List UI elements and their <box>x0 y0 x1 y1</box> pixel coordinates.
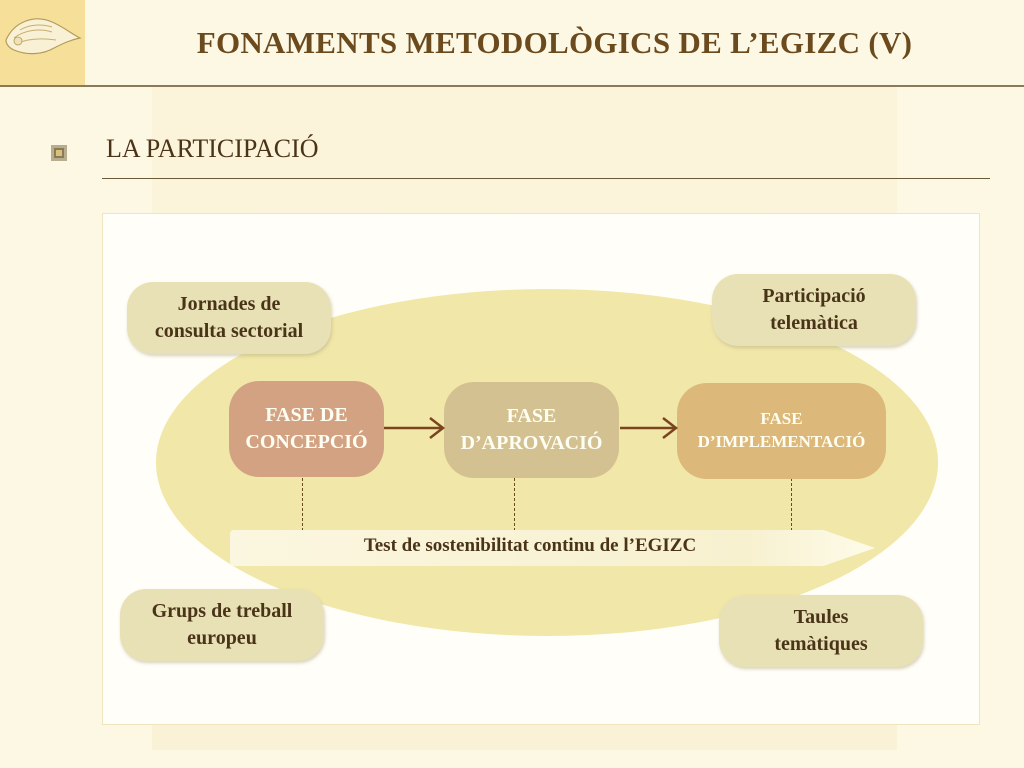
arrow-concepcio-to-aprovacio <box>384 418 443 438</box>
phase-line: D’IMPLEMENTACIÓ <box>697 432 866 451</box>
section-subtitle: LA PARTICIPACIÓ <box>106 134 319 163</box>
bubble-line: Jornades de <box>177 293 281 315</box>
bubble-line: Participació <box>762 285 866 307</box>
arrow-aprovacio-to-implementacio <box>620 418 676 438</box>
page-title: FONAMENTS METODOLÒGICS DE L’EGIZC (V) <box>196 24 913 60</box>
bubble-line: Grups de treball <box>151 600 293 622</box>
bubble-line: telemàtica <box>770 312 858 334</box>
phase-line: CONCEPCIÓ <box>245 431 368 453</box>
bubble-line: consulta sectorial <box>154 320 304 342</box>
sustainability-band-label: Test de sostenibilitat continu de l’EGIZC <box>363 535 697 556</box>
bubble-line: temàtiques <box>774 633 868 655</box>
bubble-line: europeu <box>187 627 257 649</box>
phase-line: FASE DE <box>265 404 348 426</box>
phase-line: FASE <box>760 409 803 429</box>
phase-line: D’APROVACIÓ <box>460 432 603 454</box>
bubble-line: Taules <box>793 606 849 628</box>
phase-line: FASE <box>506 405 557 427</box>
